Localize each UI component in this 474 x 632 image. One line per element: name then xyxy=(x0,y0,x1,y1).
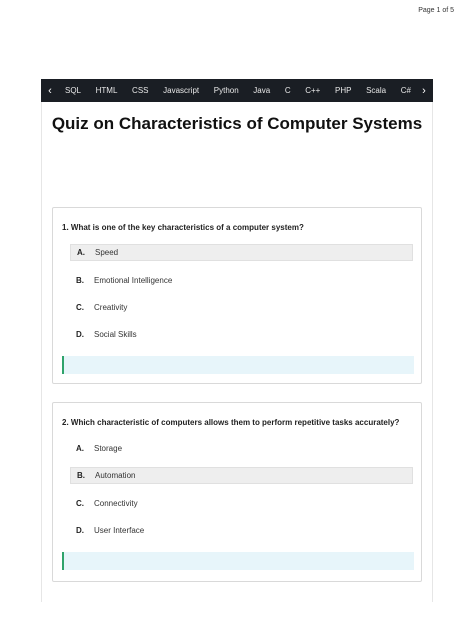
option-b[interactable] xyxy=(70,467,413,484)
option-letter: D. xyxy=(76,330,84,339)
nav-item-css[interactable]: CSS xyxy=(132,86,149,95)
option-a[interactable] xyxy=(70,440,413,457)
nav-item-html[interactable]: HTML xyxy=(95,86,118,95)
language-nav-bar xyxy=(41,79,433,102)
page-title: Quiz on Characteristics of Computer Systems xyxy=(51,114,423,133)
option-letter: B. xyxy=(76,276,84,285)
option-text: Social Skills xyxy=(94,330,137,339)
question-text: 2. Which characteristic of computers allows them to perform repetitive tasks accurately? xyxy=(62,418,400,427)
option-letter: C. xyxy=(76,303,84,312)
question-text: 1. What is one of the key characteristics of a computer system? xyxy=(62,223,304,232)
option-d[interactable] xyxy=(70,326,413,343)
nav-item-scala[interactable]: Scala xyxy=(366,86,387,95)
question-card xyxy=(52,207,422,384)
option-text: Storage xyxy=(94,444,123,453)
option-text: Automation xyxy=(95,471,136,480)
option-letter: D. xyxy=(76,526,84,535)
nav-item-c[interactable]: C xyxy=(284,86,291,95)
nav-item-cpp[interactable]: C++ xyxy=(305,86,321,95)
option-b[interactable] xyxy=(70,272,413,289)
option-text: Speed xyxy=(95,248,119,257)
option-d[interactable] xyxy=(70,522,413,539)
option-text: Emotional Intelligence xyxy=(94,276,173,285)
option-letter: C. xyxy=(76,499,84,508)
option-letter: A. xyxy=(77,248,85,257)
nav-item-javascript[interactable]: Javascript xyxy=(163,86,200,95)
option-text: Connectivity xyxy=(94,499,138,508)
option-c[interactable] xyxy=(70,299,413,316)
option-a[interactable] xyxy=(70,244,413,261)
chevron-right-icon[interactable]: › xyxy=(422,84,426,97)
nav-item-csharp[interactable]: C# xyxy=(400,86,411,95)
nav-items xyxy=(59,86,415,95)
option-text: Creativity xyxy=(94,303,128,312)
option-text: User Interface xyxy=(94,526,145,535)
nav-item-python[interactable]: Python xyxy=(213,86,239,95)
nav-item-php[interactable]: PHP xyxy=(334,86,352,95)
page-counter: Page 1 of 5 xyxy=(418,7,454,14)
nav-item-java[interactable]: Java xyxy=(253,86,271,95)
answer-panel[interactable] xyxy=(62,356,414,374)
option-c[interactable] xyxy=(70,495,413,512)
question-card xyxy=(52,402,422,582)
answer-panel[interactable] xyxy=(62,552,414,570)
option-letter: A. xyxy=(76,444,84,453)
nav-item-sql[interactable]: SQL xyxy=(65,86,82,95)
option-letter: B. xyxy=(77,471,85,480)
chevron-left-icon[interactable]: ‹ xyxy=(48,84,52,97)
